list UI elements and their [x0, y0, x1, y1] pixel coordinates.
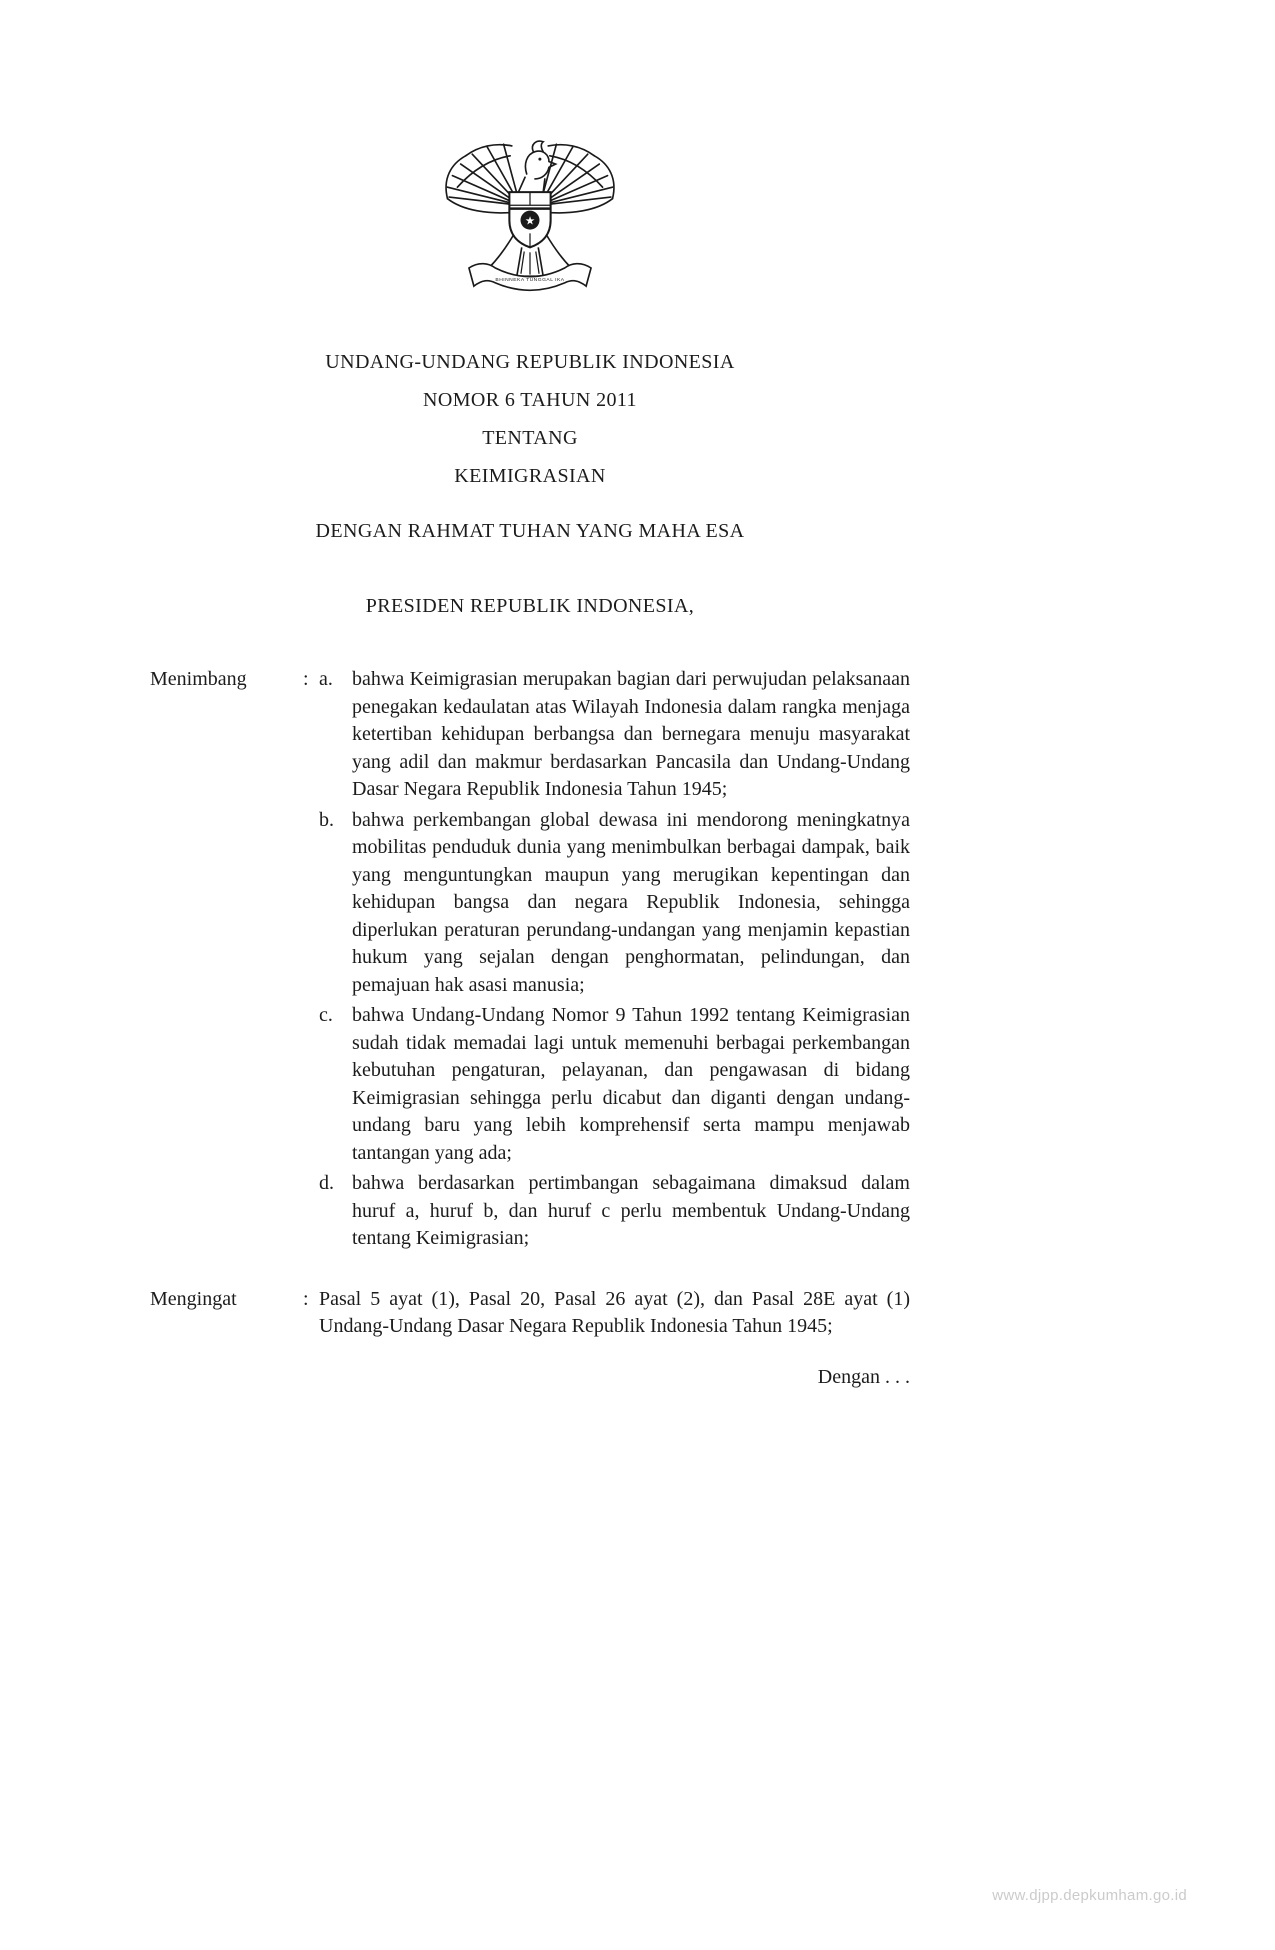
mengingat-label: Mengingat — [150, 1287, 237, 1310]
garuda-pancasila-emblem — [150, 136, 910, 301]
menimbang-colon: : — [303, 668, 309, 690]
section-menimbang — [150, 666, 910, 1256]
item-marker-b: b. — [319, 808, 334, 831]
shield-star-icon: ★ — [524, 215, 536, 228]
invocation-line: DENGAN RAHMAT TUHAN YANG MAHA ESA — [315, 520, 745, 542]
menimbang-body — [319, 666, 910, 1256]
consideration-item-b — [319, 807, 910, 1000]
mengingat-colon: : — [303, 1287, 309, 1310]
item-marker-d: d. — [319, 1172, 334, 1194]
item-marker-c: c. — [319, 1004, 333, 1026]
document-title-block — [150, 343, 910, 495]
mengingat-body — [319, 1286, 910, 1341]
document-content — [150, 0, 910, 1391]
garuda-emblem-icon — [439, 136, 621, 301]
doc-type-title: UNDANG-UNDANG REPUBLIK INDONESIA — [325, 351, 735, 373]
doc-subject-title: KEIMIGRASIAN — [454, 465, 606, 487]
section-mengingat — [150, 1286, 910, 1341]
preamble-sections — [150, 666, 910, 1341]
consideration-item-a — [319, 666, 910, 804]
item-text-b: bahwa perkembangan global dewasa ini mendorong meningkatnya mobilitas penduduk dunia yang menimbulkan berbagai dampak, baik yang menguntungkan maupun yang merugikan kepentingan dan kehidupan bangsa dan negara Republik Indonesia, sehingga diperlukan peraturan perundang-undangan yang menjamin kepastian hukum yang sejalan dengan penghormatan, pelindungan, dan pemajuan hak asasi manusia; — [352, 808, 910, 996]
item-text-a: bahwa Keimigrasian merupakan bagian dari perwujudan pelaksanaan penegakan kedaulatan atas Wilayah Indonesia dalam rangka menjaga ketertiban kehidupan berbangsa dan bernegara menuju masyarakat yang adil dan makmur berdasarkan Pancasila dan Undang-Undang Dasar Negara Republik Indonesia Tahun 1945; — [352, 668, 910, 800]
page-catchword: Dengan . . . — [817, 1365, 910, 1388]
watermark-url: www.djpp.depkumham.go.id — [992, 1887, 1187, 1904]
item-text-c: bahwa Undang-Undang Nomor 9 Tahun 1992 tentang Keimigrasian sudah tidak memadai lagi untuk memenuhi berbagai perkembangan kebutuhan pengaturan, pelayanan, dan pengawasan di bidang Keimigrasian sehingga perlu dicabut dan diganti dengan undang-undang baru yang lebih komprehensif serta mampu menjawab tantangan yang ada; — [352, 1004, 910, 1164]
consideration-item-d — [319, 1170, 910, 1253]
menimbang-label: Menimbang — [150, 668, 247, 690]
doc-number-title: NOMOR 6 TAHUN 2011 — [423, 389, 637, 411]
consideration-item-c — [319, 1002, 910, 1167]
doc-tentang-label: TENTANG — [482, 427, 578, 449]
item-text-d: bahwa berdasarkan pertimbangan sebagaimana dimaksud dalam huruf a, huruf b, dan huruf c perlu membentuk Undang-Undang tentang Keimigrasian; — [352, 1172, 910, 1249]
emblem-motto-text: BHINNEKA TUNGGAL IKA — [495, 278, 565, 284]
mengingat-text: Pasal 5 ayat (1), Pasal 20, Pasal 26 ayat (2), dan Pasal 28E ayat (1) Undang-Undang Dasar Negara Republik Indonesia Tahun 1945; — [319, 1287, 910, 1337]
authority-line: PRESIDEN REPUBLIK INDONESIA, — [365, 595, 695, 617]
item-marker-a: a. — [319, 668, 333, 690]
